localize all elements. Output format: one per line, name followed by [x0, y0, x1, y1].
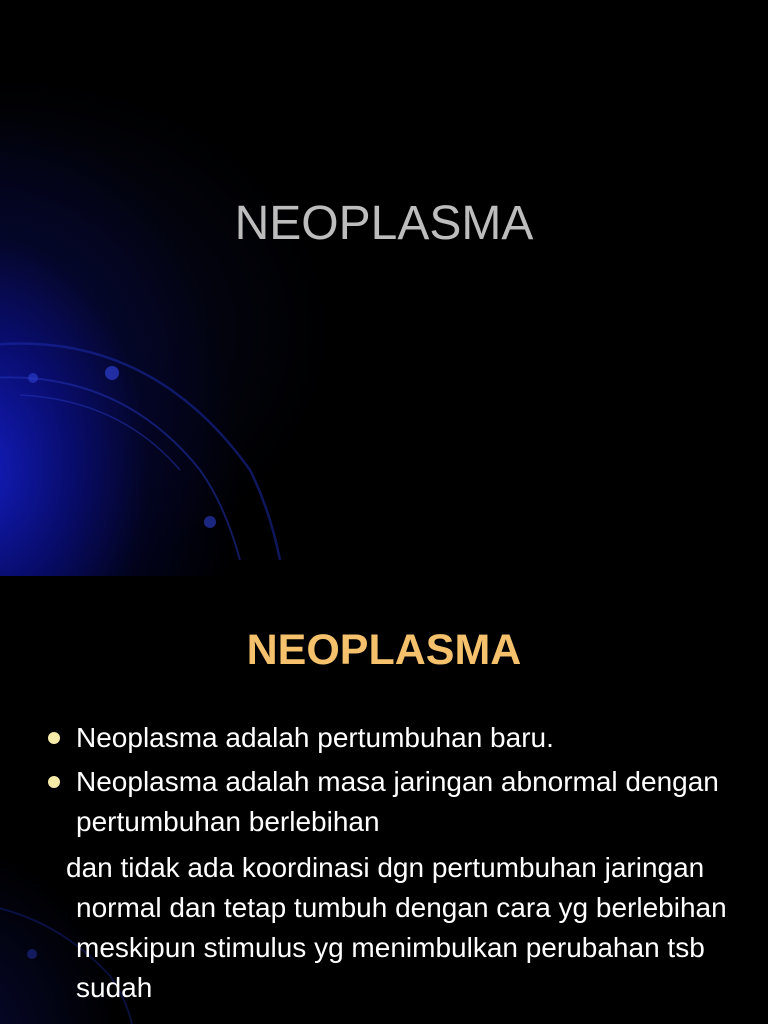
arc-node-1	[105, 366, 119, 380]
title-slide-heading: NEOPLASMA	[234, 197, 534, 250]
bullet-list	[40, 718, 740, 1008]
arc-node-3	[204, 516, 216, 528]
list-item	[40, 718, 740, 758]
content-slide	[0, 576, 768, 1024]
continuation-paragraph	[40, 848, 740, 1008]
list-item	[40, 762, 740, 842]
arc-lower-node	[27, 949, 37, 959]
bullet-icon	[48, 776, 60, 788]
bullet-icon	[48, 732, 60, 744]
bullet-text: Neoplasma adalah masa jaringan abnormal dengan pertumbuhan berlebihan	[76, 766, 719, 837]
arc-node-2	[28, 373, 38, 383]
arc-inner	[20, 395, 180, 470]
arc-middle	[0, 377, 240, 560]
continuation-text: dan tidak ada koordinasi dgn pertumbuhan jaringan normal dan tetap tumbuh dengan cara yg berlebihan meskipun stimulus yg menimbulkan perubahan tsb sudah	[66, 852, 727, 1003]
bullet-text: Neoplasma adalah pertumbuhan baru.	[76, 722, 554, 753]
arc-outer	[0, 344, 280, 560]
content-slide-heading: NEOPLASMA	[246, 626, 522, 674]
